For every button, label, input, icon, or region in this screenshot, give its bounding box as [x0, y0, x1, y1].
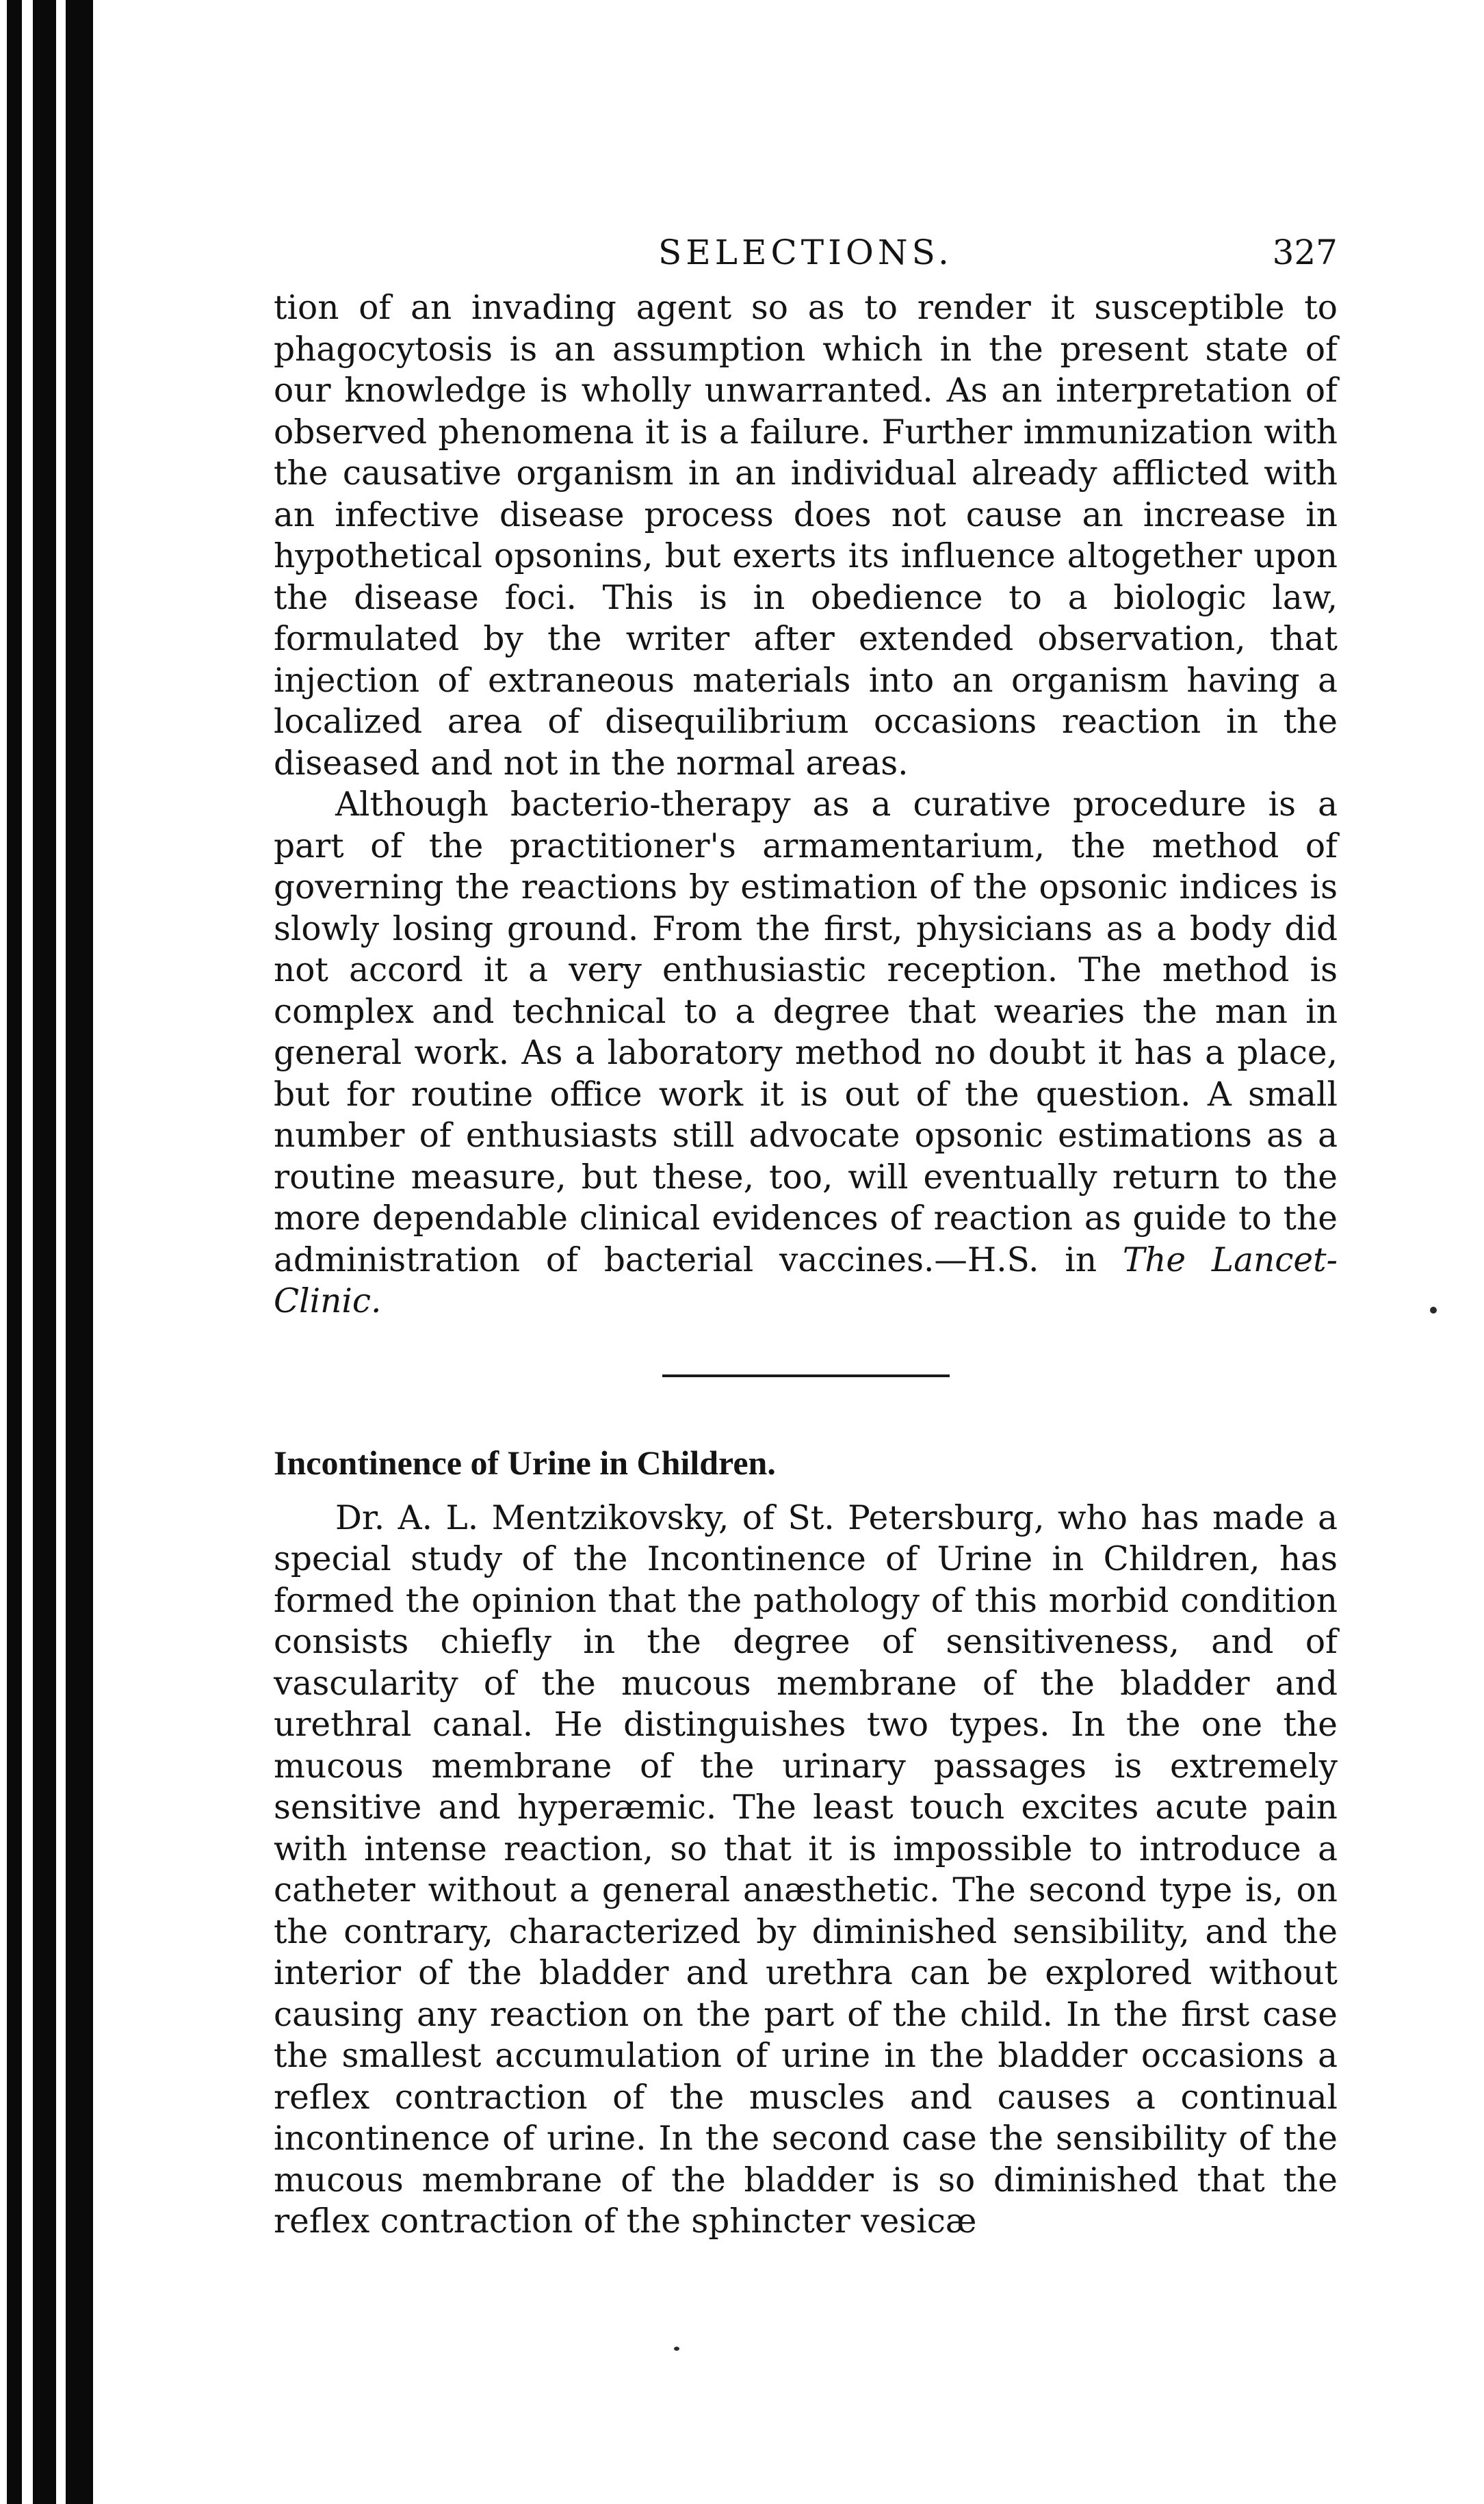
binding-edge: [0, 0, 103, 2504]
print-speck: [1430, 1307, 1437, 1314]
source-journal: The Lancet-Clinic.: [274, 1240, 1338, 1320]
article-paragraph: Dr. A. L. Mentzikovsky, of St. Petersburg, who has made a special study of the Incontinence of Urine in Children, has formed the opinion that the pathology of this morbid condition consists chiefly in the degree of sensitiveness, and of vascularity of the mucous membrane of the bladder and urethral canal. He distinguishes two types. In the one the mucous membrane of the urinary passages is extremely sensitive and hyperæmic. The least touch excites acute pain with intense reaction, so that it is impossible to introduce a catheter without a general anæsthetic. The second type is, on the contrary, characterized by diminished sensibility, and the interior of the bladder and urethra can be explored without causing any reaction on the part of the child. In the first case the smallest accumulation of urine in the bladder occasions a reflex contraction of the muscles and causes a continual incontinence of urine. In the second case the sensibility of the mucous membrane of the bladder is so diminished that the reflex contraction of the sphincter vesicæ: [274, 1498, 1338, 2241]
section-heading: Incontinence of Urine in Children.: [274, 1443, 776, 1482]
section-divider: [662, 1374, 950, 1377]
running-head-title: SELECTIONS.: [658, 233, 953, 272]
article-paragraph: [274, 784, 1338, 1322]
running-head: [274, 233, 1338, 287]
article-paragraph: tion of an invading agent so as to render it susceptible to phagocytosis is an assumption which in the present state of our knowledge is wholly unwarranted. As an interpretation of observed phenomena it is a failure. Further immunization with the causative organism in an individual already afflicted with an infective disease process does not cause an increase in hypothetical opsonins, but exerts its influence altogether upon the disease foci. This is in obedience to a biologic law, formulated by the writer after extended observation, that injection of extraneous materials into an organism having a localized area of disequilibrium occasions reaction in the diseased and not in the normal areas.: [274, 289, 1338, 783]
print-speck: [674, 2347, 679, 2351]
binding-bar: [33, 0, 56, 2504]
binding-bar: [66, 0, 93, 2504]
binding-bar: [7, 0, 22, 2504]
page-number: 327: [1272, 233, 1338, 272]
paragraph-text: Although bacterio-therapy as a curative procedure is a part of the practitioner's armamentarium, the method of governing the reactions by estimation of the opsonic indices is slowly losing ground. From the first, physicians as a body did not accord it a very enthusiastic reception. The method is complex and technical to a degree that wearies the man in general work. As a laboratory method no doubt it has a place, but for routine office work it is out of the question. A small number of enthusiasts still advocate opsonic estimations as a routine measure, but these, too, will eventually return to the more dependable clinical evidences of reaction as guide to the administration of bacterial vaccines.—H.S. in: [274, 785, 1338, 1279]
book-page: [274, 233, 1338, 2243]
